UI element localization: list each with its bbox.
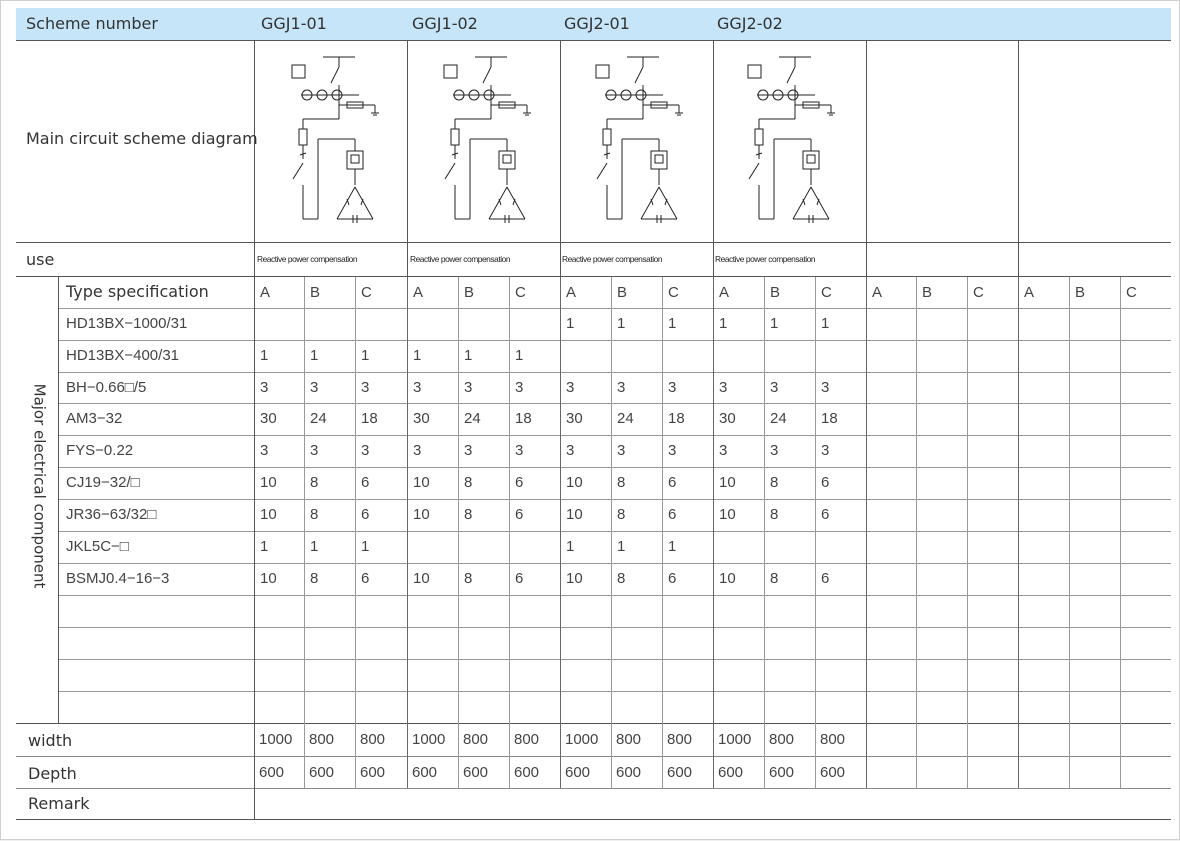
width-value: 800 (667, 731, 693, 748)
phase-header: A (413, 284, 424, 301)
phase-header: C (515, 284, 526, 301)
scheme-code: GGJ1-02 (412, 14, 478, 33)
component-qty: 1 (821, 315, 830, 332)
component-qty: 1 (361, 538, 370, 555)
use-value: Reactive power compensation (410, 254, 511, 264)
phase-header: A (260, 284, 271, 301)
component-qty: 24 (310, 410, 327, 427)
depth-value: 600 (412, 764, 438, 781)
component-qty: 3 (260, 379, 269, 396)
component-qty: 10 (413, 570, 430, 587)
width-value: 1000 (718, 731, 752, 748)
component-qty: 3 (413, 442, 422, 459)
phase-header: A (872, 284, 883, 301)
component-qty: 1 (361, 347, 370, 364)
scheme-code: GGJ2-01 (564, 14, 630, 33)
component-qty: 6 (361, 506, 370, 523)
component-qty: 1 (617, 315, 626, 332)
component-qty: 3 (566, 379, 575, 396)
component-name: JR36−63/32□ (66, 506, 157, 523)
component-qty: 6 (361, 474, 370, 491)
component-qty: 1 (310, 538, 319, 555)
type-spec-label: Type specification (66, 282, 209, 301)
component-name: BH−0.66□/5 (66, 379, 147, 396)
use-value: Reactive power compensation (715, 254, 816, 264)
component-qty: 3 (310, 379, 319, 396)
component-qty: 1 (719, 315, 728, 332)
component-qty: 24 (464, 410, 481, 427)
component-qty: 8 (770, 506, 779, 523)
phase-header: C (1126, 284, 1137, 301)
component-qty: 6 (668, 506, 677, 523)
component-qty: 10 (566, 506, 583, 523)
component-qty: 10 (566, 474, 583, 491)
phase-header: B (1075, 284, 1086, 301)
reactive-power-compensation-circuit-icon (739, 47, 849, 237)
reactive-power-compensation-circuit-icon (283, 47, 393, 237)
use-value: Reactive power compensation (562, 254, 663, 264)
depth-value: 600 (463, 764, 489, 781)
component-qty: 3 (617, 442, 626, 459)
component-qty: 8 (617, 506, 626, 523)
component-qty: 10 (413, 474, 430, 491)
component-qty: 3 (617, 379, 626, 396)
phase-header: A (719, 284, 730, 301)
component-qty: 3 (361, 379, 370, 396)
component-name: HD13BX−400/31 (66, 347, 179, 364)
width-value: 1000 (565, 731, 599, 748)
component-qty: 3 (668, 442, 677, 459)
component-qty: 3 (821, 442, 830, 459)
component-qty: 8 (310, 474, 319, 491)
component-qty: 6 (668, 474, 677, 491)
scheme-code: GGJ1-01 (261, 14, 327, 33)
component-qty: 18 (361, 410, 378, 427)
phase-header: C (821, 284, 832, 301)
component-qty: 3 (770, 379, 779, 396)
depth-value: 600 (259, 764, 285, 781)
diagram-row-label: Main circuit scheme diagram (26, 129, 258, 148)
component-qty: 18 (821, 410, 838, 427)
phase-header: C (668, 284, 679, 301)
component-qty: 24 (770, 410, 787, 427)
component-qty: 8 (770, 474, 779, 491)
component-qty: 30 (566, 410, 583, 427)
width-value: 800 (360, 731, 386, 748)
width-value: 800 (820, 731, 846, 748)
component-qty: 1 (310, 347, 319, 364)
component-qty: 10 (260, 474, 277, 491)
width-row-label: width (28, 731, 73, 750)
component-qty: 6 (515, 506, 524, 523)
component-qty: 8 (770, 570, 779, 587)
component-qty: 8 (617, 570, 626, 587)
component-qty: 3 (566, 442, 575, 459)
width-value: 1000 (412, 731, 446, 748)
width-value: 800 (769, 731, 795, 748)
component-qty: 3 (719, 442, 728, 459)
width-value: 800 (463, 731, 489, 748)
width-value: 1000 (259, 731, 293, 748)
component-qty: 24 (617, 410, 634, 427)
component-qty: 8 (464, 506, 473, 523)
component-qty: 1 (770, 315, 779, 332)
component-qty: 3 (413, 379, 422, 396)
component-qty: 3 (515, 442, 524, 459)
depth-value: 600 (667, 764, 693, 781)
component-qty: 3 (515, 379, 524, 396)
phase-header: B (310, 284, 321, 301)
component-qty: 3 (310, 442, 319, 459)
phase-header: A (566, 284, 577, 301)
depth-value: 600 (718, 764, 744, 781)
reactive-power-compensation-circuit-icon (587, 47, 697, 237)
component-qty: 8 (310, 570, 319, 587)
depth-row-label: Depth (28, 764, 77, 783)
reactive-power-compensation-circuit-icon (435, 47, 545, 237)
component-name: HD13BX−1000/31 (66, 315, 188, 332)
component-qty: 1 (566, 538, 575, 555)
component-qty: 30 (719, 410, 736, 427)
component-qty: 3 (719, 379, 728, 396)
component-qty: 1 (464, 347, 473, 364)
component-qty: 30 (260, 410, 277, 427)
component-name: CJ19−32/□ (66, 474, 140, 491)
component-qty: 6 (515, 474, 524, 491)
component-qty: 10 (719, 506, 736, 523)
depth-value: 600 (616, 764, 642, 781)
component-qty: 1 (668, 315, 677, 332)
depth-value: 600 (769, 764, 795, 781)
component-qty: 10 (413, 506, 430, 523)
phase-header: C (973, 284, 984, 301)
component-qty: 3 (361, 442, 370, 459)
phase-header: B (617, 284, 628, 301)
phase-header: C (361, 284, 372, 301)
component-qty: 6 (821, 570, 830, 587)
phase-header: B (770, 284, 781, 301)
component-qty: 3 (668, 379, 677, 396)
use-value: Reactive power compensation (257, 254, 358, 264)
phase-header: B (464, 284, 475, 301)
component-qty: 1 (260, 347, 269, 364)
component-qty: 1 (566, 315, 575, 332)
component-qty: 10 (719, 570, 736, 587)
component-qty: 10 (566, 570, 583, 587)
component-qty: 10 (260, 570, 277, 587)
component-qty: 6 (821, 506, 830, 523)
component-qty: 3 (770, 442, 779, 459)
component-qty: 3 (260, 442, 269, 459)
width-value: 800 (616, 731, 642, 748)
component-qty: 6 (515, 570, 524, 587)
component-qty: 1 (260, 538, 269, 555)
component-qty: 3 (464, 442, 473, 459)
width-value: 800 (309, 731, 335, 748)
component-qty: 6 (361, 570, 370, 587)
use-row-label: use (26, 250, 55, 269)
component-qty: 8 (617, 474, 626, 491)
phase-header: B (922, 284, 933, 301)
depth-value: 600 (820, 764, 846, 781)
component-qty: 8 (464, 474, 473, 491)
depth-value: 600 (309, 764, 335, 781)
component-qty: 10 (719, 474, 736, 491)
component-qty: 1 (668, 538, 677, 555)
width-value: 800 (514, 731, 540, 748)
depth-value: 600 (514, 764, 540, 781)
component-qty: 3 (821, 379, 830, 396)
component-qty: 8 (310, 506, 319, 523)
scheme-code: GGJ2-02 (717, 14, 783, 33)
component-qty: 6 (821, 474, 830, 491)
component-name: FYS−0.22 (66, 442, 134, 459)
component-name: JKL5C−□ (66, 538, 129, 555)
depth-value: 600 (565, 764, 591, 781)
component-qty: 1 (515, 347, 524, 364)
component-qty: 18 (668, 410, 685, 427)
component-qty: 1 (617, 538, 626, 555)
component-qty: 30 (413, 410, 430, 427)
component-name: BSMJ0.4−16−3 (66, 570, 170, 587)
remark-row-label: Remark (28, 794, 90, 813)
scheme-number-label: Scheme number (26, 14, 158, 33)
component-name: AM3−32 (66, 410, 123, 427)
component-qty: 10 (260, 506, 277, 523)
component-qty: 8 (464, 570, 473, 587)
phase-header: A (1024, 284, 1035, 301)
component-qty: 3 (464, 379, 473, 396)
depth-value: 600 (360, 764, 386, 781)
component-group-label: Major electrical component (30, 383, 49, 589)
component-qty: 18 (515, 410, 532, 427)
component-qty: 1 (413, 347, 422, 364)
component-qty: 6 (668, 570, 677, 587)
